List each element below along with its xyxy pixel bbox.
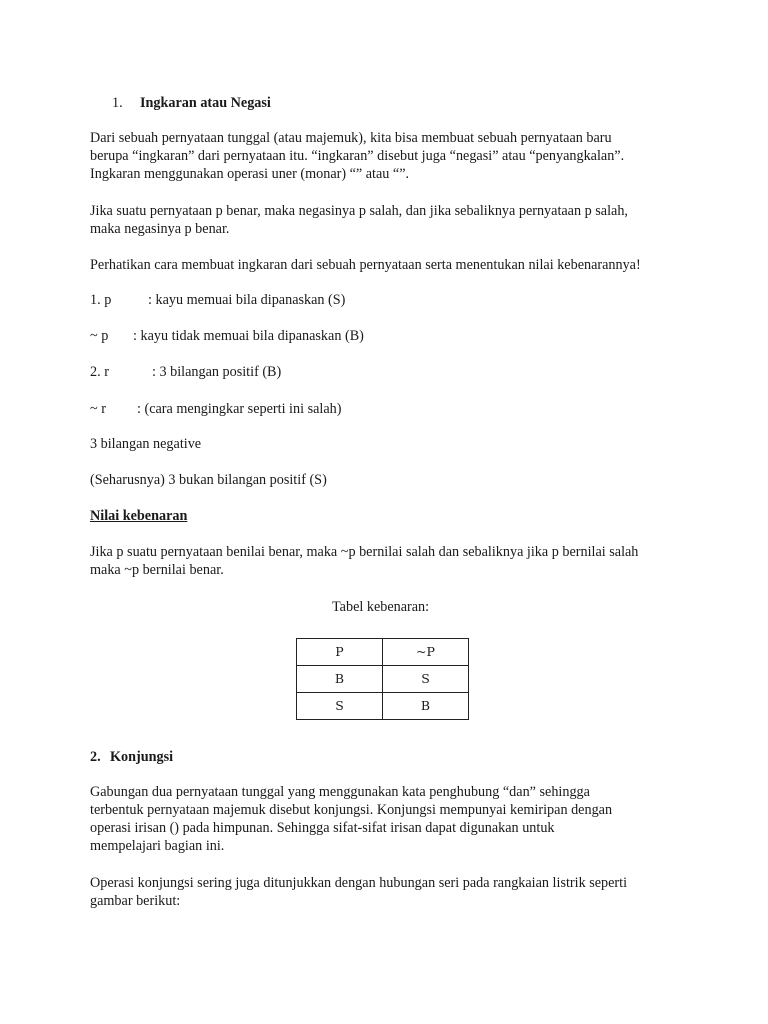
example-1-text: : kayu memuai bila dipanaskan (S) — [148, 292, 346, 308]
table-cell: S — [383, 666, 469, 693]
table-cell: B — [383, 693, 469, 720]
paragraph-line: terbentuk pernyataan majemuk disebut konjungsi. Konjungsi mempunyai kemiripan dengan — [90, 802, 613, 818]
section-2-number: 2. — [90, 749, 101, 765]
table-caption: Tabel kebenaran: — [332, 599, 430, 615]
example-2-negation-label: ~ r — [90, 401, 106, 417]
table-cell: S — [297, 693, 383, 720]
paragraph-line: Jika p suatu pernyataan benilai benar, maka ~p bernilai salah dan sebaliknya jika p bernilai salah — [90, 544, 639, 560]
paragraph-line: Gabungan dua pernyataan tunggal yang menggunakan kata penghubung “dan” sehingga — [90, 784, 590, 800]
paragraph-line: Operasi konjungsi sering juga ditunjukkan dengan hubungan seri pada rangkaian listrik seperti — [90, 875, 628, 891]
example-2-negation-text: : (cara mengingkar seperti ini salah) — [137, 401, 342, 417]
example-2-wrong-answer: 3 bilangan negative — [90, 436, 202, 452]
paragraph-line: Perhatikan cara membuat ingkaran dari sebuah pernyataan serta menentukan nilai kebenarannya! — [90, 257, 641, 273]
example-1-label: 1. p — [90, 292, 112, 308]
section-1-number: 1. — [112, 95, 123, 111]
section-2-heading: Konjungsi — [110, 749, 174, 765]
truth-value-heading: Nilai kebenaran — [90, 508, 188, 524]
table-cell: B — [297, 666, 383, 693]
example-2-correct-answer: (Seharusnya) 3 bukan bilangan positif (S) — [90, 472, 327, 488]
section-1-heading: Ingkaran atau Negasi — [140, 95, 271, 111]
example-1-negation-text: : kayu tidak memuai bila dipanaskan (B) — [133, 328, 364, 344]
paragraph-line: mempelajari bagian ini. — [90, 838, 225, 854]
paragraph-line: berupa “ingkaran” dari pernyataan itu. “ingkaran” disebut juga “negasi” atau “penyangkalan”. — [90, 148, 625, 164]
example-2-label: 2. r — [90, 364, 109, 380]
truth-table — [296, 638, 469, 720]
table-header-cell: ~P — [383, 639, 469, 666]
paragraph-line: Ingkaran menggunakan operasi uner (monar) “” atau “”. — [90, 166, 410, 182]
paragraph-line: operasi irisan () pada himpunan. Sehingga sifat-sifat irisan dapat digunakan untuk — [90, 820, 555, 836]
paragraph-line: Dari sebuah pernyataan tunggal (atau majemuk), kita bisa membuat sebuah pernyataan baru — [90, 130, 612, 146]
table-header-row — [297, 639, 469, 666]
paragraph-line: Jika suatu pernyataan p benar, maka negasinya p salah, dan jika sebaliknya pernyataan p salah, — [90, 203, 628, 219]
table-header-cell: P — [297, 639, 383, 666]
paragraph-line: maka negasinya p benar. — [90, 221, 230, 237]
example-1-negation-label: ~ p — [90, 328, 109, 344]
paragraph-line: gambar berikut: — [90, 893, 181, 909]
table-row — [297, 666, 469, 693]
example-2-text: : 3 bilangan positif (B) — [152, 364, 282, 380]
paragraph-line: maka ~p bernilai benar. — [90, 562, 224, 578]
table-row — [297, 693, 469, 720]
